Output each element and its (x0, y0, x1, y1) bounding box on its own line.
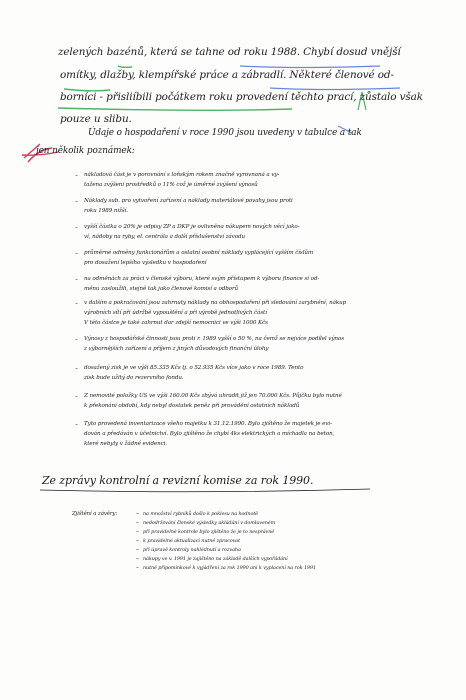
handwritten-page: zelených bazénů, která se tahne od roku 1988. Chybí dosud vnější omítky, dlažby, klempířské práce a zábradlí. Některé členové od- borníci - přisliíbili počátkem roku provedení těchto prací, zůstalo však pouze u slibu. Údaje o hospodaření v roce 1990 jsou uvedeny v tabulce a tak jen několik poznámek: – nákladová část je v porovnání s loňským rokem značně vyrovnaná a vy- tažena zvýšení prostředků o 11% což je úměrné zvýšení výnosů – Náklady sub. pro vytvoření zařízení a náklady materiálové povahy jsou proti roku 1989 nižší. – vyšší částka o 20% je odpisy ZP a DKP je ovlivněna nákupem nových věcí jako- ví, nádoby na ryby, el. centrála a další příslušenství závodu – průměrné odměny funkcionářům a ostatní osobní náklady vyplácející vyšším číslům pro dosažení lepšího výsledku v hospodaření – na odměnách za práci v členské výboru, které svým přístupem k výboru finance si od- měnu zasloužili, stejně tak jako členové komisí a odborů – v dalším a pokračování jsou zahrnuty náklady na obhospodaření při sledování zarybnění, nákup výrobních sítí při údržbě vypouštění a při výrobě jednotlivých částí V této částce je také zahrnut dar zdejší nemocnici ve výši 1000 Kčs – Výnosy z hospodářské činnosti jsou proti r. 1989 vyšší o 50 %, na čemž se nejvíce podílel výnos z výbornějších zařízení a příjem z jiných důvodových finanční úlohy – dosažený zisk je ve výši 85.335 Kčs tj. o 52.935 Kčs více jako v roce 1989. Tento zisk bude užitý do rezervního fondu. – Z nemovité položky US ve výši 160.00 Kčs zbývá uhradit již jen 70.000 Kčs. Půjčku bylo nutné k překonání období, kdy nebyl dostatek peněz při provádění ostatních nákladů – Tyto provedená inventarizace všeho majetku k 31.12.1990. Bylo zjištěno že majetek je evi- dován a předáván v účetnictví. Bylo zjištěno že chybí 4ks elektrických a míchadla na beton, které nebyly v žádné evidenci. Ze zprávy kontrolní a revizní komise za rok 1990. Zjištění a závěry: – na množství rybníků došlo k poklesu na hodnotě – nedodržování členské výsledky ukládání v domluveném – při pravidelné kontrole bylo zjištěno že je to nesprávné – k pravidelné aktualizaci nutné zpracovat – při úpravě kontroly nahlédnutí a rozvaha – nákupy ve v. 1991 je zajištěno na základě dalších vypořádání – nutné připomínkové k vyjádření za rok 1990 ani k vyplacení na rok 1991 (0, 0, 466, 700)
bullet-dash: – (136, 519, 139, 526)
bullet-dash: – (75, 198, 78, 205)
bullet-dash: – (75, 421, 78, 428)
bullet-dash: – (136, 510, 139, 517)
intro-line-2: omítky, dlažby, klempířské práce a zábradlí. Některé členové od- (60, 69, 394, 81)
section-heading: Ze zprávy kontrolní a revizní komise za rok 1990. (42, 474, 314, 487)
intro-line-4: pouze u slibu. (60, 113, 132, 125)
bullet-dash: – (75, 336, 78, 343)
intro-line-1: zelených bazénů, která se tahne od roku 1988. Chybí dosud vnější (58, 46, 401, 58)
section-intro-line-1: Údaje o hospodaření v roce 1990 jsou uvedeny v tabulce a tak (88, 128, 362, 138)
bullet-dash: – (75, 276, 78, 283)
intro-line-3: borníci - přisliíbili počátkem roku provedení těchto prací, zůstalo však (60, 91, 423, 103)
section-intro-line-2: jen několik poznámek: (36, 146, 135, 156)
bullet-dash: – (136, 537, 139, 544)
green-underline-3 (58, 108, 292, 110)
bullet-dash: – (75, 365, 78, 372)
findings-label: Zjištění a závěry: (72, 511, 118, 517)
bullet-dash: – (75, 393, 78, 400)
heading-underline (40, 489, 370, 492)
bullet-dash: – (75, 224, 78, 231)
bullet-dash: – (136, 555, 139, 562)
bullet-dash: – (136, 564, 139, 571)
bullet-dash: – (75, 250, 78, 257)
bullet-dash: – (136, 546, 139, 553)
bullet-dash: – (75, 172, 78, 179)
bullet-dash: – (136, 528, 139, 535)
bullet-dash: – (75, 300, 78, 307)
